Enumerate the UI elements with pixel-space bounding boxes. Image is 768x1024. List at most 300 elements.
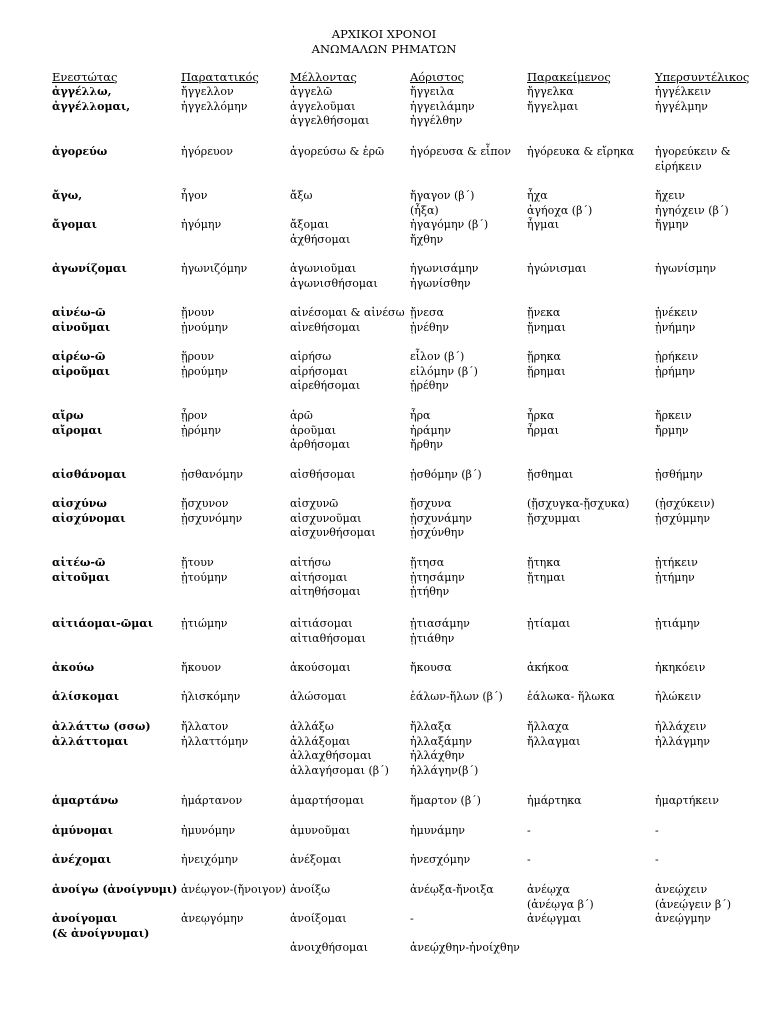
cell-line: ἡμάρτανον [181,794,243,807]
cell-line: ᾔνημαι [527,320,566,334]
cell-aorist-row-19 [410,912,414,927]
cell-line: ἀμυνοῦμαι [290,824,351,837]
cell-line: ἤκουον [181,661,222,674]
cell-present-row-11 [52,617,153,632]
cell-aorist-row-20 [410,941,520,956]
cell-present-row-6 [52,350,110,379]
cell-future-row-12 [290,661,351,676]
cell-line: ᾔνουν [181,306,215,319]
cell-line: ἠμυνάμην [410,824,465,837]
cell-line: ᾔσχυνον [181,497,229,510]
cell-line: ἀνεῴγμην [655,912,711,925]
cell-pluperfect-row-13 [655,690,701,705]
cell-imperfect-row-2 [181,189,207,204]
cell-line: ἠγόμην [181,218,222,231]
cell-aorist-row-3 [410,218,488,247]
cell-line: ἀροῦμαι [290,423,337,437]
cell-future-row-18 [290,883,330,898]
cell-line: ἀγορεύσω & ἐρῶ [290,145,385,158]
cell-line: αἴρω [52,409,84,422]
cell-line: (ἦξα) [410,203,439,217]
cell-imperfect-row-7 [181,409,221,438]
cell-line: ἀνοίξομαι [290,912,347,925]
cell-line: ἀγγελθήσομαι [290,114,370,128]
cell-aorist-row-9 [410,497,472,541]
cell-line: αἱροῦμαι [52,364,110,378]
cell-line: ᾐτίαμαι [527,617,571,630]
cell-line: αἰσχυνῶ [290,497,339,510]
page-title-line-2: ΑΝΩΜΑΛΩΝ ΡΗΜΑΤΩΝ [311,42,457,56]
cell-perfect-row-16 [527,824,531,839]
cell-line: (ᾐσχύκειν) [655,497,715,510]
cell-present-row-8 [52,468,127,483]
cell-line: ᾐσχυνόμην [181,511,243,525]
cell-line: ἤρθην [410,438,443,452]
cell-aorist-row-2 [410,189,474,218]
cell-present-row-13 [52,690,119,705]
cell-line: ἠγηόχειν (β΄) [655,203,729,217]
cell-imperfect-row-12 [181,661,221,676]
cell-line: ἀγγελοῦμαι [290,99,356,113]
cell-line: ἤκουσα [410,661,452,674]
cell-line: ἀνέῳγον-(ἤνοιγον) [181,883,287,896]
cell-line: ἠγωνίσθην [410,276,471,290]
cell-future-row-20 [290,941,368,956]
cell-line: ἠγώνισμαι [527,262,587,275]
cell-line: ᾔτημαι [527,570,566,584]
cell-line: ἦγμαι [527,218,560,231]
cell-line: ἠλλάχειν [655,720,707,733]
cell-line: ᾕρουν [181,350,215,363]
cell-aorist-row-12 [410,661,452,676]
cell-line: ἀρῶ [290,409,313,422]
cell-line: ἦρκα [527,409,555,422]
cell-imperfect-row-9 [181,497,242,526]
cell-future-row-13 [290,690,346,705]
cell-line: ᾑρέθην [410,379,449,393]
cell-line: ἦχα [527,189,548,202]
cell-perfect-row-19 [527,912,581,927]
cell-pluperfect-row-11 [655,617,700,632]
cell-line: αἰτήσομαι [290,570,348,584]
cell-line: ἠράμην [410,423,451,437]
cell-line: ἀνοίγω (ἀνοίγνυμι) [52,883,178,896]
cell-line: ἤγγειλα [410,85,455,98]
cell-line: ἤλλατον [181,720,229,733]
cell-line: ᾖρον [181,409,208,422]
cell-perfect-row-1 [527,145,634,160]
cell-line: ἀνέῳχα [527,883,570,896]
cell-imperfect-row-11 [181,617,227,632]
cell-present-row-18 [52,883,177,898]
cell-present-row-4 [52,262,127,277]
cell-line: ἀλλάξομαι [290,734,351,748]
cell-line: ἦρα [410,409,431,422]
cell-line: ἀνέῳγμαι [527,912,582,925]
cell-line: ᾕρημαι [527,364,566,378]
cell-line: ἤγγελλον [181,85,234,98]
cell-line: ᾐνούμην [181,320,229,334]
cell-line: ἀγωνισθήσομαι [290,276,378,290]
cell-line: ἤλλαξα [410,720,452,733]
cell-line: ἠνεσχόμην [410,853,471,866]
cell-line: ἀνοίγομαι [52,912,118,925]
cell-line: ᾐτήθην [410,585,450,599]
cell-line: ᾑρούμην [181,364,228,378]
cell-line: εἱλόμην (β΄) [410,364,478,378]
cell-line: ἠλλαξάμην [410,734,472,748]
cell-line: ἤγμην [655,218,689,231]
cell-imperfect-row-0 [181,85,247,114]
cell-line: ἠγορεύκειν & [655,145,731,158]
cell-pluperfect-row-10 [655,556,698,585]
cell-present-row-9 [52,497,126,526]
cell-line: αἱρήσω [290,350,332,363]
cell-perfect-row-11 [527,617,570,632]
cell-line: ᾔτησα [410,556,445,569]
cell-line: αἰτοῦμαι [52,570,110,584]
page-title-line-1: ΑΡΧΙΚΟΙ ΧΡΟΝΟΙ [331,27,437,41]
cell-line: ᾐσθανόμην [181,468,243,481]
cell-line: ἀγωνιοῦμαι [290,262,357,275]
cell-imperfect-row-3 [181,218,221,233]
cell-line: ᾐνέθην [410,320,449,334]
cell-present-row-2 [52,189,82,204]
cell-line: ἦγον [181,189,208,202]
cell-line: εἰρήκειν [655,159,702,173]
cell-aorist-row-6 [410,350,478,394]
header-future: Μέλλοντας [290,70,357,84]
cell-perfect-row-2 [527,189,592,218]
cell-aorist-row-15 [410,794,481,809]
cell-imperfect-row-16 [181,824,235,839]
cell-aorist-row-18 [410,883,494,898]
cell-line: ᾐτιώμην [181,617,228,630]
cell-line: αἱρέω-ῶ [52,350,106,363]
cell-line: αἰσχύνομαι [52,511,126,525]
cell-line: ἠλλάχθην [410,749,465,763]
cell-line: αἰτήσω [290,556,331,569]
cell-aorist-row-14 [410,720,478,779]
cell-line: ἠγόρευσα & εἶπον [410,145,511,158]
cell-line: ᾐτήμην [655,570,695,584]
header-pluperfect: Υπερσυντέλικος [655,70,750,84]
cell-line: ἠγαγόμην (β΄) [410,218,489,231]
cell-perfect-row-15 [527,794,582,809]
cell-future-row-9 [290,497,376,541]
cell-line: (ἀνεῴγειν β΄) [655,897,731,911]
cell-present-row-7 [52,409,102,438]
cell-line: ἀγγέλλομαι, [52,99,131,113]
cell-line: ἄξομαι [290,218,329,231]
cell-imperfect-row-14 [181,720,248,749]
cell-aorist-row-8 [410,468,482,483]
cell-line: ᾑρήμην [655,364,696,378]
cell-line: ἀχθήσομαι [290,232,351,246]
cell-line: ἀνοιχθήσομαι [290,941,368,954]
cell-line: (& ἀνοίγνυμαι) [52,926,150,940]
cell-line: αἰτηθήσομαι [290,585,361,599]
cell-line: ἠνειχόμην [181,853,239,866]
cell-imperfect-row-5 [181,306,228,335]
cell-line: ἀγορεύω [52,145,108,158]
cell-imperfect-row-15 [181,794,242,809]
cell-line: ἀνεῴχειν [655,883,708,896]
cell-line: ᾐνέκειν [655,306,698,319]
cell-line: ἁμαρτήσομαι [290,794,365,807]
cell-line: αἰσχυνοῦμαι [290,511,362,525]
cell-pluperfect-row-6 [655,350,698,379]
cell-line: ᾐτιασάμην [410,617,470,630]
cell-present-row-19 [52,912,149,941]
cell-imperfect-row-13 [181,690,240,705]
cell-line: ἀνεῴχθην-ἠνοίχθην [410,941,520,954]
cell-line: ἀγγελῶ [290,85,333,98]
cell-aorist-row-10 [410,556,465,600]
cell-pluperfect-row-16 [655,824,659,839]
cell-line: ᾐτούμην [181,570,228,584]
cell-line: ᾐτησάμην [410,570,465,584]
cell-line: ἀλλάττω (σσω) [52,720,151,733]
cell-aorist-row-0 [410,85,475,129]
cell-present-row-0 [52,85,130,114]
cell-perfect-row-0 [527,85,578,114]
cell-line: ἀνεῳγόμην [181,912,244,925]
cell-pluperfect-row-14 [655,720,710,749]
cell-pluperfect-row-17 [655,853,659,868]
cell-future-row-0 [290,85,369,129]
cell-line: ἀγωνίζομαι [52,262,127,275]
cell-future-row-7 [290,409,350,453]
cell-line: ἄγομαι [52,218,97,231]
cell-line: ἦρμαι [527,423,559,437]
cell-line: εἷλον (β΄) [410,350,465,363]
cell-line: ἠμυνόμην [181,824,236,837]
cell-line: ᾔσχυμμαι [527,511,581,525]
cell-line: ᾐσχυνάμην [410,511,472,525]
cell-future-row-15 [290,794,364,809]
cell-imperfect-row-19 [181,912,243,927]
cell-line: ἤλλαγμαι [527,734,581,748]
cell-line: ἄξω [290,189,313,202]
cell-pluperfect-row-7 [655,409,692,438]
cell-perfect-row-14 [527,720,580,749]
cell-line: ἁλίσκομαι [52,690,120,703]
cell-imperfect-row-17 [181,853,238,868]
cell-line: - [527,853,531,866]
cell-line: ᾐσχύμμην [655,511,711,525]
cell-perfect-row-4 [527,262,587,277]
cell-line: ἑάλων-ἥλων (β΄) [410,690,503,703]
cell-line: ἤγγελμαι [527,99,579,113]
cell-line: ᾑρήκειν [655,350,699,363]
cell-imperfect-row-10 [181,556,227,585]
cell-present-row-3 [52,218,97,233]
cell-line: αἰνέσομαι & αἰνέσω [290,306,405,319]
cell-line: αἰτέω-ῶ [52,556,106,569]
cell-line: αἰτιάσομαι [290,617,353,630]
cell-future-row-3 [290,218,350,247]
cell-future-row-8 [290,468,355,483]
cell-line: ἀλλαγήσομαι (β΄) [290,764,389,778]
cell-present-row-15 [52,794,118,809]
cell-future-row-19 [290,912,347,927]
cell-future-row-6 [290,350,360,394]
cell-future-row-1 [290,145,384,160]
cell-present-row-1 [52,145,107,160]
cell-line: ἀγήοχα (β΄) [527,203,593,217]
cell-line: ᾔνεσα [410,306,444,319]
cell-future-row-10 [290,556,361,600]
cell-line: ἤγαγον (β΄) [410,189,475,202]
cell-line: ἠγγειλάμην [410,99,475,113]
cell-pluperfect-row-15 [655,794,719,809]
header-perfect: Παρακείμενος [527,70,611,84]
cell-aorist-row-4 [410,262,479,291]
cell-line: αἰσθάνομαι [52,468,127,481]
cell-line: ἀνέῳξα-ἤνοιξα [410,883,494,896]
cell-pluperfect-row-19 [655,912,711,927]
cell-line: ἤχειν [655,189,685,202]
cell-line: ἀκούσομαι [290,661,351,674]
cell-line: ἡμάρτηκα [527,794,582,807]
cell-pluperfect-row-18 [655,883,731,912]
cell-line: ᾐσθόμην (β΄) [410,468,482,481]
cell-line: ἤρκειν [655,409,692,422]
cell-line: ἠγόρευον [181,145,233,158]
cell-line: αἰτιάομαι-ῶμαι [52,617,154,630]
cell-line: ἤρμην [655,423,689,437]
cell-future-row-16 [290,824,350,839]
cell-aorist-row-11 [410,617,470,646]
cell-pluperfect-row-4 [655,262,716,277]
cell-perfect-row-10 [527,556,565,585]
cell-line: ἤγγελκα [527,85,574,98]
cell-perfect-row-8 [527,468,573,483]
cell-line: αἴρομαι [52,423,103,437]
cell-line: ἠλλάγμην [655,734,710,748]
cell-present-row-14 [52,720,151,749]
cell-line: - [527,824,531,837]
cell-line: ἀλλαχθήσομαι [290,749,372,763]
cell-line: ἤλλαχα [527,720,570,733]
cell-pluperfect-row-0 [655,85,711,114]
cell-line: ἀνοίξω [290,883,331,896]
cell-present-row-5 [52,306,110,335]
cell-line: ἀγγέλλω, [52,85,112,98]
cell-future-row-5 [290,306,405,335]
cell-line: ἠγγελλόμην [181,99,248,113]
cell-future-row-14 [290,720,389,779]
cell-line: ᾔσθημαι [527,468,574,481]
cell-perfect-row-7 [527,409,559,438]
cell-line: ἀκούω [52,661,95,674]
cell-pluperfect-row-3 [655,218,689,233]
cell-imperfect-row-6 [181,350,228,379]
cell-line: ἡλισκόμην [181,690,241,703]
cell-line: αἰσχυνθήσομαι [290,526,376,540]
cell-aorist-row-16 [410,824,465,839]
cell-line: (ᾔσχυγκα-ᾔσχυκα) [527,497,630,510]
cell-perfect-row-18 [527,883,594,912]
cell-future-row-2 [290,189,312,204]
cell-line: ἡλώκειν [655,690,702,703]
cell-line: ἠγγέλμην [655,99,708,113]
cell-line: αἰσχύνω [52,497,107,510]
cell-pluperfect-row-8 [655,468,703,483]
cell-line: ᾔνεκα [527,306,561,319]
cell-line: (ἀνέῳγα β΄) [527,897,594,911]
cell-line: ἀλλάξω [290,720,334,733]
cell-line: ᾐτιάθην [410,631,455,645]
cell-line: ἠγωνιζόμην [181,262,248,275]
cell-line: ἀκήκοα [527,661,569,674]
cell-line: ἁλώσομαι [290,690,347,703]
cell-line: αἰνέω-ῶ [52,306,106,319]
cell-perfect-row-17 [527,853,531,868]
cell-line: ᾔτηκα [527,556,561,569]
cell-imperfect-row-8 [181,468,243,483]
cell-line: ᾔσχυνα [410,497,452,510]
cell-perfect-row-9 [527,497,629,526]
cell-line: ᾐρόμην [181,423,222,437]
cell-line: ἠλλαττόμην [181,734,249,748]
cell-line: ᾕρηκα [527,350,561,363]
cell-line: αἱρήσομαι [290,364,348,378]
cell-line: ᾐνήμην [655,320,696,334]
cell-present-row-16 [52,824,113,839]
cell-line: αἱρεθήσομαι [290,379,361,393]
cell-aorist-row-7 [410,409,451,453]
cell-line: ἄγω, [52,189,83,202]
cell-pluperfect-row-2 [655,189,729,218]
cell-perfect-row-13 [527,690,615,705]
cell-line: ἀνέξομαι [290,853,342,866]
cell-future-row-17 [290,853,341,868]
cell-pluperfect-row-1 [655,145,731,174]
cell-aorist-row-1 [410,145,511,160]
cell-line: - [655,824,659,837]
cell-perfect-row-12 [527,661,569,676]
cell-future-row-11 [290,617,366,646]
cell-perfect-row-6 [527,350,566,379]
header-present: Ενεστώτας [52,70,118,84]
cell-line: αἰνεθήσομαι [290,320,361,334]
cell-line: ᾐσχύνθην [410,526,465,540]
cell-line: ἀμύνομαι [52,824,113,837]
header-aorist: Αόριστος [410,70,465,84]
header-imperfect: Παρατατικός [181,70,259,84]
cell-line: ἠγγέλθην [410,114,463,128]
cell-line: αἰνοῦμαι [52,320,111,334]
cell-aorist-row-17 [410,853,470,868]
cell-line: ἠγωνισάμην [410,262,479,275]
cell-pluperfect-row-12 [655,661,705,676]
cell-line: αἰσθήσομαι [290,468,356,481]
cell-line: ἠγγέλκειν [655,85,711,98]
cell-line: ἥμαρτον (β΄) [410,794,481,807]
cell-line: ἀλλάττομαι [52,734,129,748]
cell-line: - [655,853,659,866]
cell-line: ἠγωνίσμην [655,262,717,275]
cell-line: ᾔτουν [181,556,214,569]
cell-line: ᾐσθήμην [655,468,703,481]
cell-line: ἡμαρτήκειν [655,794,719,807]
cell-perfect-row-3 [527,218,559,233]
cell-pluperfect-row-5 [655,306,698,335]
cell-aorist-row-13 [410,690,503,705]
cell-imperfect-row-4 [181,262,247,277]
